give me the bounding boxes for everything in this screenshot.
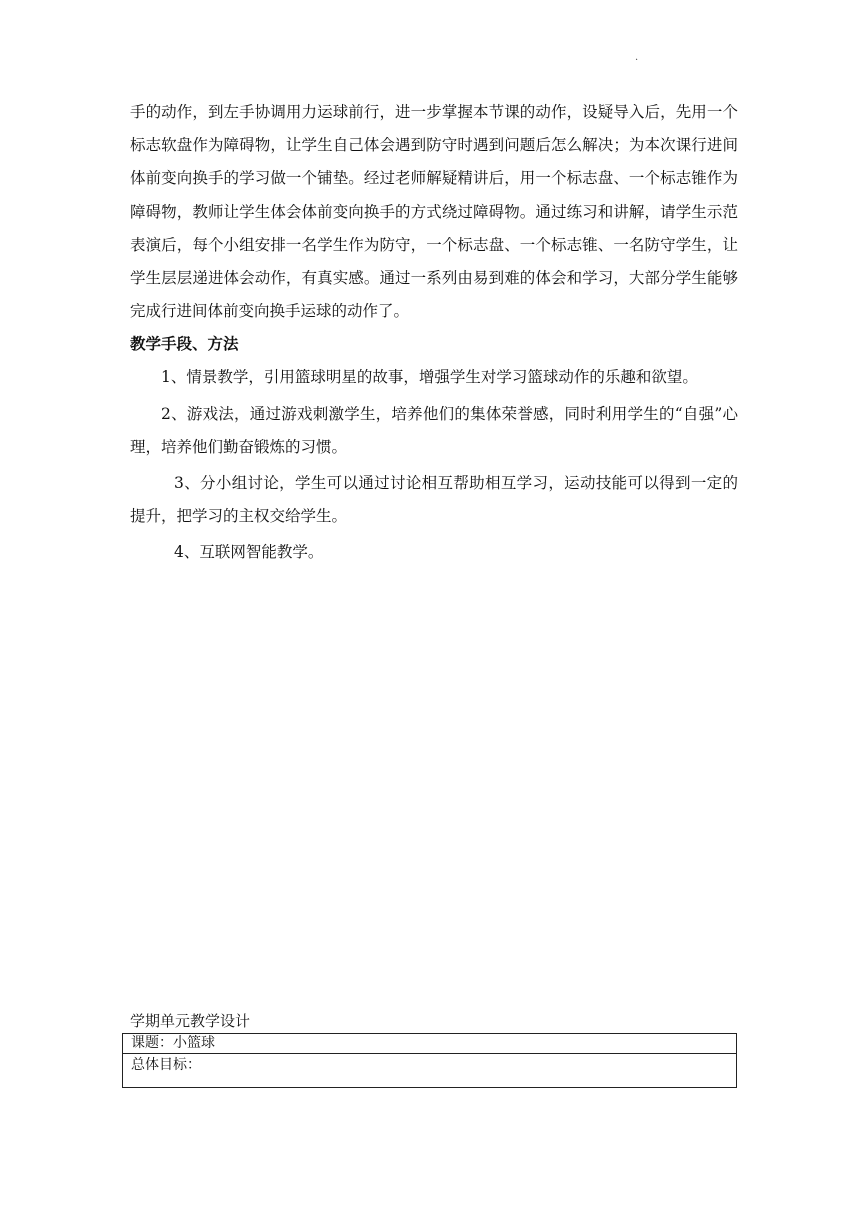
document-body bbox=[130, 96, 738, 573]
method-item-4: 4、互联网智能教学。 bbox=[174, 543, 324, 562]
goal-cell: 总体目标： bbox=[123, 1054, 737, 1088]
intro-paragraph: 手的动作，到左手协调用力运球前行，进一步掌握本节课的动作，设疑导入后，先用一个标志软盘作为障碍物，让学生自己体会遇到防守时遇到问题后怎么解决；为本次课行进间体前变向换手的学习做一个铺垫。经过老师解疑精讲后，用一个标志盘、一个标志锥作为障碍物，教师让学生体会体前变向换手的方式绕过障碍物。通过练习和讲解，请学生示范表演后，每个小组安排一名学生作为防守，一个标志盘、一个标志锥、一名防守学生，让学生层层递进体会动作，有真实感。通过一系列由易到难的体会和学习，大部分学生能够完成行进间体前变向换手运球的动作了。 bbox=[130, 103, 738, 321]
table-row-topic bbox=[123, 1034, 737, 1054]
method-item-3: 3、分小组讨论，学生可以通过讨论相互帮助相互学习，运动技能可以得到一定的提升，把学习的主权交给学生。 bbox=[130, 474, 738, 526]
topic-cell: 课题：小篮球 bbox=[123, 1034, 737, 1054]
unit-design-table bbox=[122, 1033, 737, 1088]
page-mark: · bbox=[635, 55, 639, 66]
table-row-goal bbox=[123, 1054, 737, 1088]
unit-design-caption: 学期单元教学设计 bbox=[130, 1012, 251, 1030]
method-item-2: 2、游戏法，通过游戏刺激学生，培养他们的集体荣誉感，同时利用学生的“自强”心理，培养他们勤奋锻炼的习惯。 bbox=[130, 404, 738, 456]
method-item-1: 1、情景教学，引用篮球明星的故事，增强学生对学习篮球动作的乐趣和欲望。 bbox=[161, 368, 698, 387]
methods-heading: 教学手段、方法 bbox=[130, 335, 239, 354]
